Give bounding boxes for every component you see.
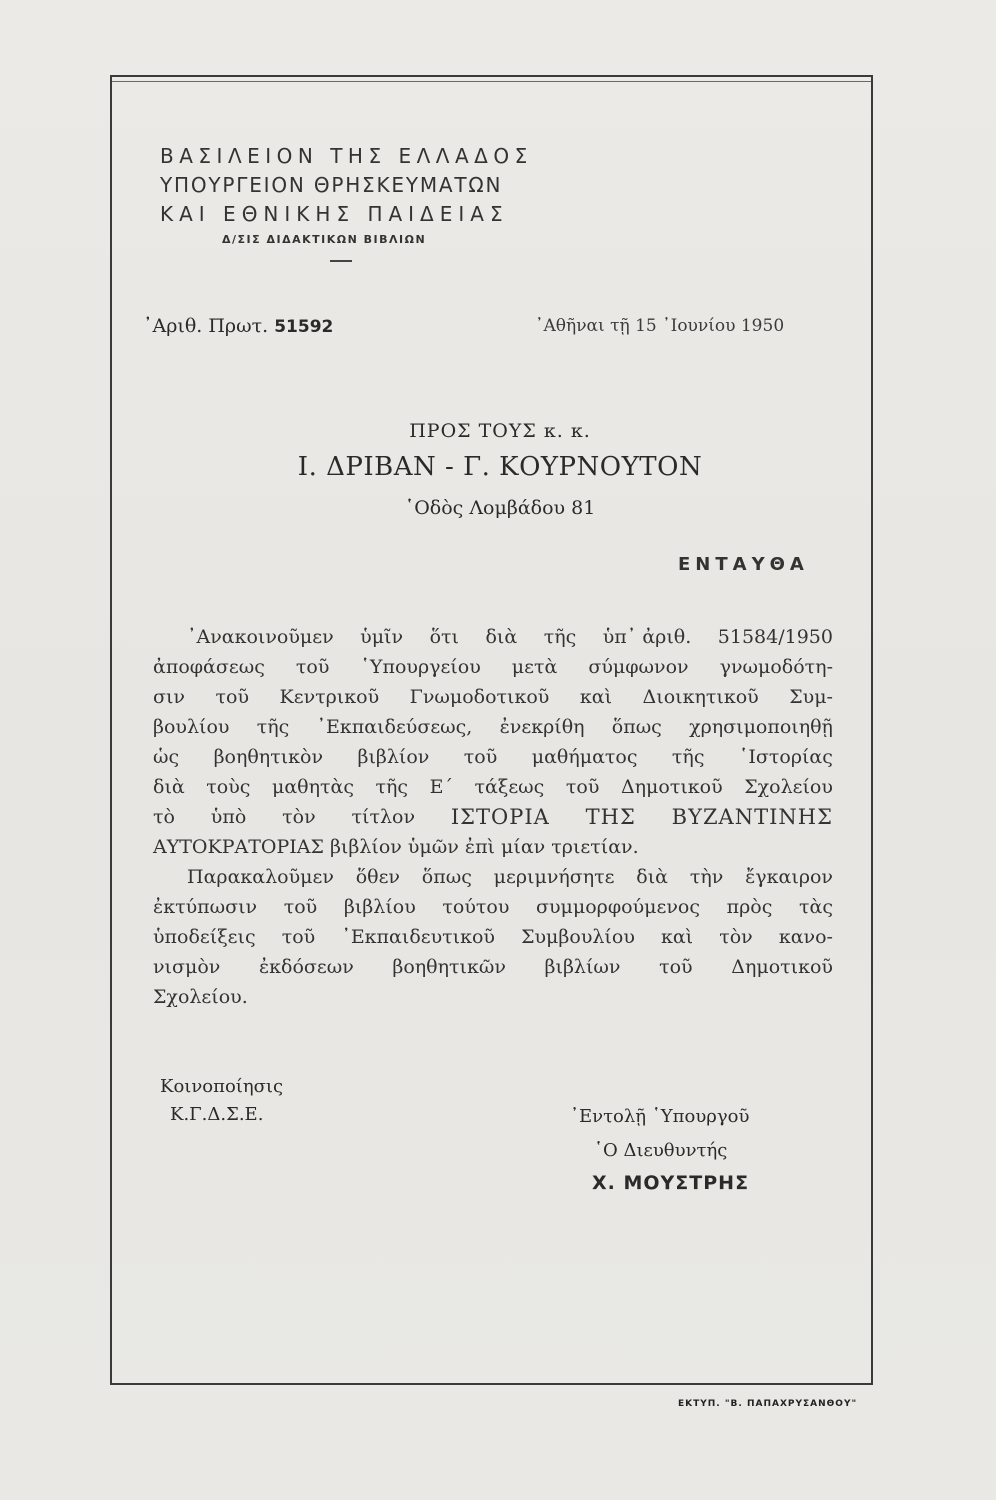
header-kingdom: ΒΑΣΙΛΕΙΟΝ ΤΗΣ ΕΛΛΑΔΟΣ [160,144,533,168]
body-word: βοηθητικῶν [392,956,506,978]
body-word: Δημοτικοῦ [620,776,723,798]
body-line [153,982,833,1012]
recipient-salutation: ΠΡΟΣ ΤΟΥΣ κ. κ. [409,420,591,442]
header-ministry: ΥΠΟΥΡΓΕΙΟΝ ΘΡΗΣΚΕΥΜΑΤΩΝ [160,173,503,197]
body-line-text: Σχολείου. [153,986,248,1008]
header-ministry-continued: ΚΑΙ ΕΘΝΙΚΗΣ ΠΑΙΔΕΙΑΣ [160,202,509,226]
protocol-label: ᾿Αριθ. Πρωτ. [143,315,269,337]
body-word: ὅπως [611,716,662,738]
body-word: ἐνεκρίθη [499,716,585,738]
body-word: ΒΥΖΑΝΤΙΝΗΣ [671,805,833,829]
body-word: Παρακαλοῦμεν [187,866,334,888]
body-line [153,892,833,922]
header-directorate: Δ/ΣΙΣ ΔΙΔΑΚΤΙΚΩΝ ΒΙΒΛΙΩΝ [222,233,427,246]
body-word: γνωμοδότη- [719,656,833,678]
body-word: βιβλίον [357,746,430,768]
body-word: βουλίου [153,716,230,738]
body-word: τὴν [689,866,724,888]
body-word: Δημοτικοῦ [731,956,833,978]
body-word: ὡς [153,746,180,768]
body-word: διὰ [153,776,185,798]
body-word: τὸν [719,926,753,948]
body-word: μαθητὰς [271,776,354,798]
body-line [153,622,833,652]
body-word: ἐκτύπωσιν [153,896,258,918]
body-word: Σχολείου [744,776,833,798]
body-word: ῾Υπουργείου [360,656,481,678]
body-word: τὸ [153,806,175,828]
body-word: καὶ [660,926,694,948]
body-word: μαθήματος [531,746,638,768]
body-word: τοῦ [281,926,316,948]
body-word: βοηθητικὸν [213,746,324,768]
body-word: ῾Ιστορίας [738,746,833,768]
body-line [153,802,833,832]
body-word: Διοικητικοῦ [642,686,759,708]
body-word: Γνωμοδοτικοῦ [409,686,550,708]
body-word: σιν [153,686,185,708]
body-word: 51584/1950 [717,626,833,648]
body-word: τοῦ [659,956,693,978]
body-line [153,712,833,742]
body-word: τῆς [375,776,409,798]
body-word: Συμβουλίου [521,926,635,948]
body-word: τῆς [543,626,577,648]
body-word: ὅτι [429,626,459,648]
body-word: τοῦ [463,746,498,768]
body-line [153,832,833,862]
body-word: τάξεως [474,776,545,798]
body-word: ἀποφάσεως [153,656,265,678]
body-word: τοῦ [215,686,250,708]
body-word: ᾿Ανακοινοῦμεν [187,626,334,648]
body-word: Ε΄ [429,776,453,798]
body-word: ἐκδόσεων [258,956,354,978]
letter-date: ᾿Αθῆναι τῇ 15 ᾿Ιουνίου 1950 [535,316,785,336]
body-word: τοῦ [283,896,318,918]
body-word: κανο- [778,926,833,948]
body-word: βιβλίου [343,896,416,918]
body-word: ὅθεν [355,866,400,888]
body-line [153,742,833,772]
body-word: ὑπὸ [210,806,247,828]
body-word: σύμφωνον [588,656,689,678]
body-word: ΙΣΤΟΡΙΑ [450,805,550,829]
ministry-header [160,142,560,262]
body-word: Κεντρικοῦ [279,686,380,708]
body-word: πρὸς [726,896,773,918]
recipient-locality: ΕΝΤΑΥΘΑ [678,554,809,575]
signature-order: ᾿Εντολῇ ῾Υπουργοῦ [570,1106,750,1127]
letter-body [153,622,833,1012]
body-line [153,862,833,892]
body-word: ᾿Εκπαιδεύσεως, [316,716,473,738]
body-word: τῆς [256,716,290,738]
body-line [153,952,833,982]
body-word: ὑποδείξεις [153,926,256,948]
body-word: ὅπως [421,866,472,888]
body-word: χρησιμοποιηθῇ [689,716,833,738]
signature-name: Χ. ΜΟΥΣΤΡΗΣ [592,1172,750,1194]
body-word: τοῦ [295,656,330,678]
cc-recipient: Κ.Γ.Δ.Σ.Ε. [170,1104,264,1125]
body-line-text: ΑΥΤΟΚΡΑΤΟΡΙΑΣ βιβλίον ὑμῶν ἐπὶ μίαν τριετίαν. [153,836,639,858]
body-word: διὰ [636,866,669,888]
body-word: ἔγκαιρον [745,866,833,888]
body-word: τῆς [671,746,705,768]
body-word: ὑπ᾿ ἀριθ. [602,626,692,648]
body-word: νισμὸν [153,956,221,978]
body-line [153,922,833,952]
body-word: τίτλον [351,806,415,828]
recipient-address: ῾Οδὸς Λομβάδου 81 [404,497,596,519]
body-word: ΤΗΣ [585,805,636,829]
body-word: τοῦ [565,776,600,798]
protocol-value: 51592 [274,317,334,337]
body-word: τὰς [798,896,833,918]
body-word: Συμ- [789,686,833,708]
body-word: ᾿Εκπαιδευτικοῦ [341,926,495,948]
body-word: τὸν [282,806,316,828]
printer-imprint: ΕΚΤΥΠ. "Β. ΠΑΠΑΧΡΥΣΑΝΘΟΥ" [678,1399,858,1409]
body-word: τοὺς [206,776,251,798]
recipient-names: Ι. ΔΡΙΒΑΝ - Γ. ΚΟΥΡΝΟΥΤΟΝ [297,452,703,482]
body-word: διὰ [485,626,518,648]
body-word: τούτου [442,896,510,918]
body-word: καὶ [579,686,613,708]
body-line [153,682,833,712]
body-line [153,652,833,682]
signature-title: ῾Ο Διευθυντής [594,1140,728,1161]
body-line [153,772,833,802]
cc-label: Κοινοποίησις [160,1076,284,1097]
body-word: ὑμῖν [360,626,404,648]
header-divider [330,260,352,262]
frame-top-rule [112,81,871,82]
body-word: βιβλίων [544,956,621,978]
body-word: μεριμνήσητε [493,866,615,888]
body-word: μετὰ [511,656,558,678]
protocol-number [143,315,333,337]
body-word: συμμορφούμενος [536,896,700,918]
